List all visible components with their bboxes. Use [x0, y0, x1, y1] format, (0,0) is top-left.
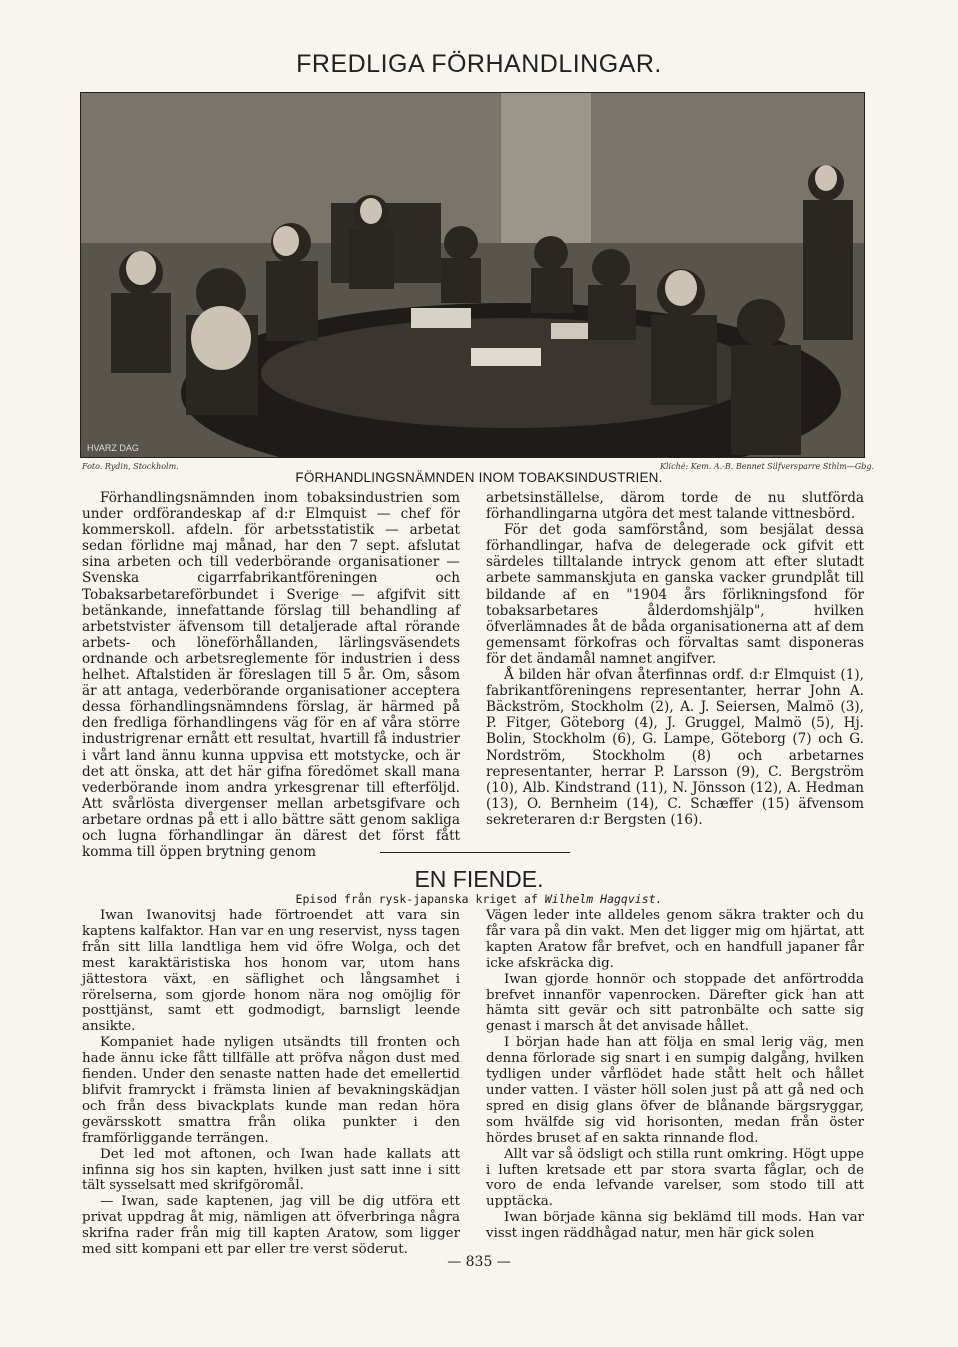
author-name: Wilhelm Hagqvist.	[544, 892, 663, 906]
article1-paragraph: arbetsinställelse, därom torde de nu slutförda förhandlingarna utgöra det mest talande vittnesbörd.	[486, 490, 864, 523]
photographer-credit: Foto. Rydin, Stockholm.	[82, 462, 179, 471]
story-title: EN FIENDE.	[414, 866, 544, 892]
article1-paragraph: Å bilden här ofvan återfinnas ordf. d:r Elmquist (1), fabrikantföreningens representanter, herrar John A. Bäckström, Stockholm (2), A. J. Seiersen, Malmö (3), P. Fitger, Göteborg (4), J. Gruggel, Malmö (5), Hj. Bolin, Stockholm (6), G. Lampe, Göteborg (7) och G. Nordström, Stockholm (8) och arbetarnes representanter, herrar P. Larsson (9), C. Bergström (10), Alb. Kindstrand (11), N. Jönsson (12), A. Hedman (13), O. Bernheim (14), C. Schæffer (15) äfvensom sekreteraren d:r Bergsten (16).	[486, 667, 864, 828]
article2-paragraph: Kompaniet hade nyligen utsändts till fronten och hade ännu icke fått tillfälle att pröfva någon dust med fienden. Under den senaste natten hade det emellertid blifvit framryckt i främsta linien af bevakningskädjan och från dess bivackplats kunde man redan höra gevärsskott smattra från olika punkter i den framförliggande terrängen.	[82, 1035, 460, 1146]
article2-paragraph: Allt var så ödsligt och stilla runt omkring. Högt uppe i luften kretsade ett par stora svarta fåglar, och de voro de enda lefvande varelser, som stodo till att upptäcka.	[486, 1146, 864, 1210]
group-photograph	[80, 92, 865, 458]
article2-paragraph: Iwan Iwanovitsj hade förtroendet att vara sin kaptens kalfaktor. Han var en ung reservist, nyss tagen från sitt lilla landtliga hem vid öfre Wolga, och det mest karaktäristiska hos honom var, utom hans jättestora växt, en säflighet och långsamhet i rörelserna, som gjorde honom nära nog omöjlig för posttjänst, samt ett godmodigt, barnsligt leende ansikte.	[82, 908, 460, 1035]
article1-paragraph: För det goda samförstånd, som besjälat dessa förhandlingar, hafva de delegerade ock gifvit ett särdeles tilltalande intryck genom att efter slutadt arbete sammanskjuta en ganska vacker grundplåt till bildande af en "1904 års förlikningsfond för tobaksarbetares ålderdomshjälp", hvilken öfverlämnades åt de båda organisationerna att af dem gemensamt förkofras och förvaltas samt disponeras för det ändamål namnet angifver.	[486, 522, 864, 667]
story-subtitle	[0, 892, 958, 906]
article1-paragraph: Förhandlingsnämnden inom tobaksindustrien som under ordförandeskap af d:r Elmquist — chef för kommerskoll. afdeln. för arbetsstatistik — arbetat sedan förlidne maj månad, har den 7 sept. afslutat sina arbeten och till vederbörande organisationer — Svenska cigarrfabrikantföreningen och Tobaksarbetareförbundet i Sverige — afgifvit sitt betänkande, innefattande förslag till behandling af arbetstvister äfvensom till detaljerade aftal rörande arbets- och löneförhållanden, lärlingsväsendets ordnande och arbetsreglemente för industrien i dess helhet. Aftalstiden är föreslagen till 5 år. Om, såsom är att antaga, vederbörande organisationer acceptera dessa förhandlingsnämndens förslag, är härmed på den fredliga förhandlingens väg för en af våra större industrigrenar ernått ett resultat, hvartill få industrier i vårt land ännu kunna uppvisa ett motstycke, och är det att önska, att det här gifna föredömet skall mana vederbörande inom andra yrkesgrenar till efterföljd. Att svårlösta divergenser mellan arbetsgifvare och arbetare ordnas på ett i allo bättre sätt genom sakliga och lugna förhandlingar än därest det först fått komma till öppen brytning genom	[82, 490, 460, 861]
article1-column2	[486, 490, 864, 828]
engraver-credit: Kliché: Kem. A.-B. Bennet Silfversparre Sthlm—Gbg.	[660, 462, 874, 471]
photo-illustration	[81, 93, 864, 457]
article2-paragraph: Vägen leder inte alldeles genom säkra trakter och du får vara på din vakt. Men det ligger mig om hjärtat, att kapten Aratow får brefvet, och en handfull japaner får icke afskräcka dig.	[486, 908, 864, 971]
photo-caption: FÖRHANDLINGSNÄMNDEN INOM TOBAKSINDUSTRIEN.	[295, 470, 663, 485]
section-divider	[380, 852, 570, 853]
page-title: FREDLIGA FÖRHANDLINGAR.	[296, 50, 662, 78]
svg-text:HVARZ DAG: HVARZ DAG	[87, 443, 139, 453]
article2-paragraph: — Iwan, sade kaptenen, jag vill be dig utföra ett privat uppdrag åt mig, nämligen att öfverbringa några skrifna rader från mig till kapten Aratow, som ligger med sitt kompani ett par eller tre verst söderut.	[82, 1194, 460, 1258]
article2-column1	[82, 908, 460, 1258]
subtitle-prefix: Episod från rysk-japanska kriget af	[295, 892, 545, 906]
article2-paragraph: I början hade han att följa en smal lerig väg, men denna förlorade sig snart i en sumpig dalgång, hvilken tydligen under vårflödet hade stått helt och hållet under vatten. I väster höll solen just på att gå ned och spred en disig glans öfver de blånande bärgsryggar, som hvälfde sig vid horisonten, medan från öster hördes bruset af en sakta rinnande flod.	[486, 1035, 864, 1146]
article2-column2	[486, 908, 864, 1242]
article2-paragraph: Iwan började känna sig beklämd till mods. Han var visst ingen räddhågad natur, men här gick solen	[486, 1210, 864, 1242]
article2-paragraph: Iwan gjorde honnör och stoppade det anförtrodda brefvet innanför vapenrocken. Därefter gick han att hämta sitt gevär och sitt patronbälte och satte sig genast i marsch åt det anvisade hållet.	[486, 971, 864, 1035]
page-number: — 835 —	[447, 1254, 511, 1270]
article2-paragraph: Det led mot aftonen, och Iwan hade kallats att infinna sig hos sin kapten, hvilken just satt inne i sitt tält sysselsatt med skrifgöromål.	[82, 1146, 460, 1194]
article1-column1	[82, 490, 460, 860]
